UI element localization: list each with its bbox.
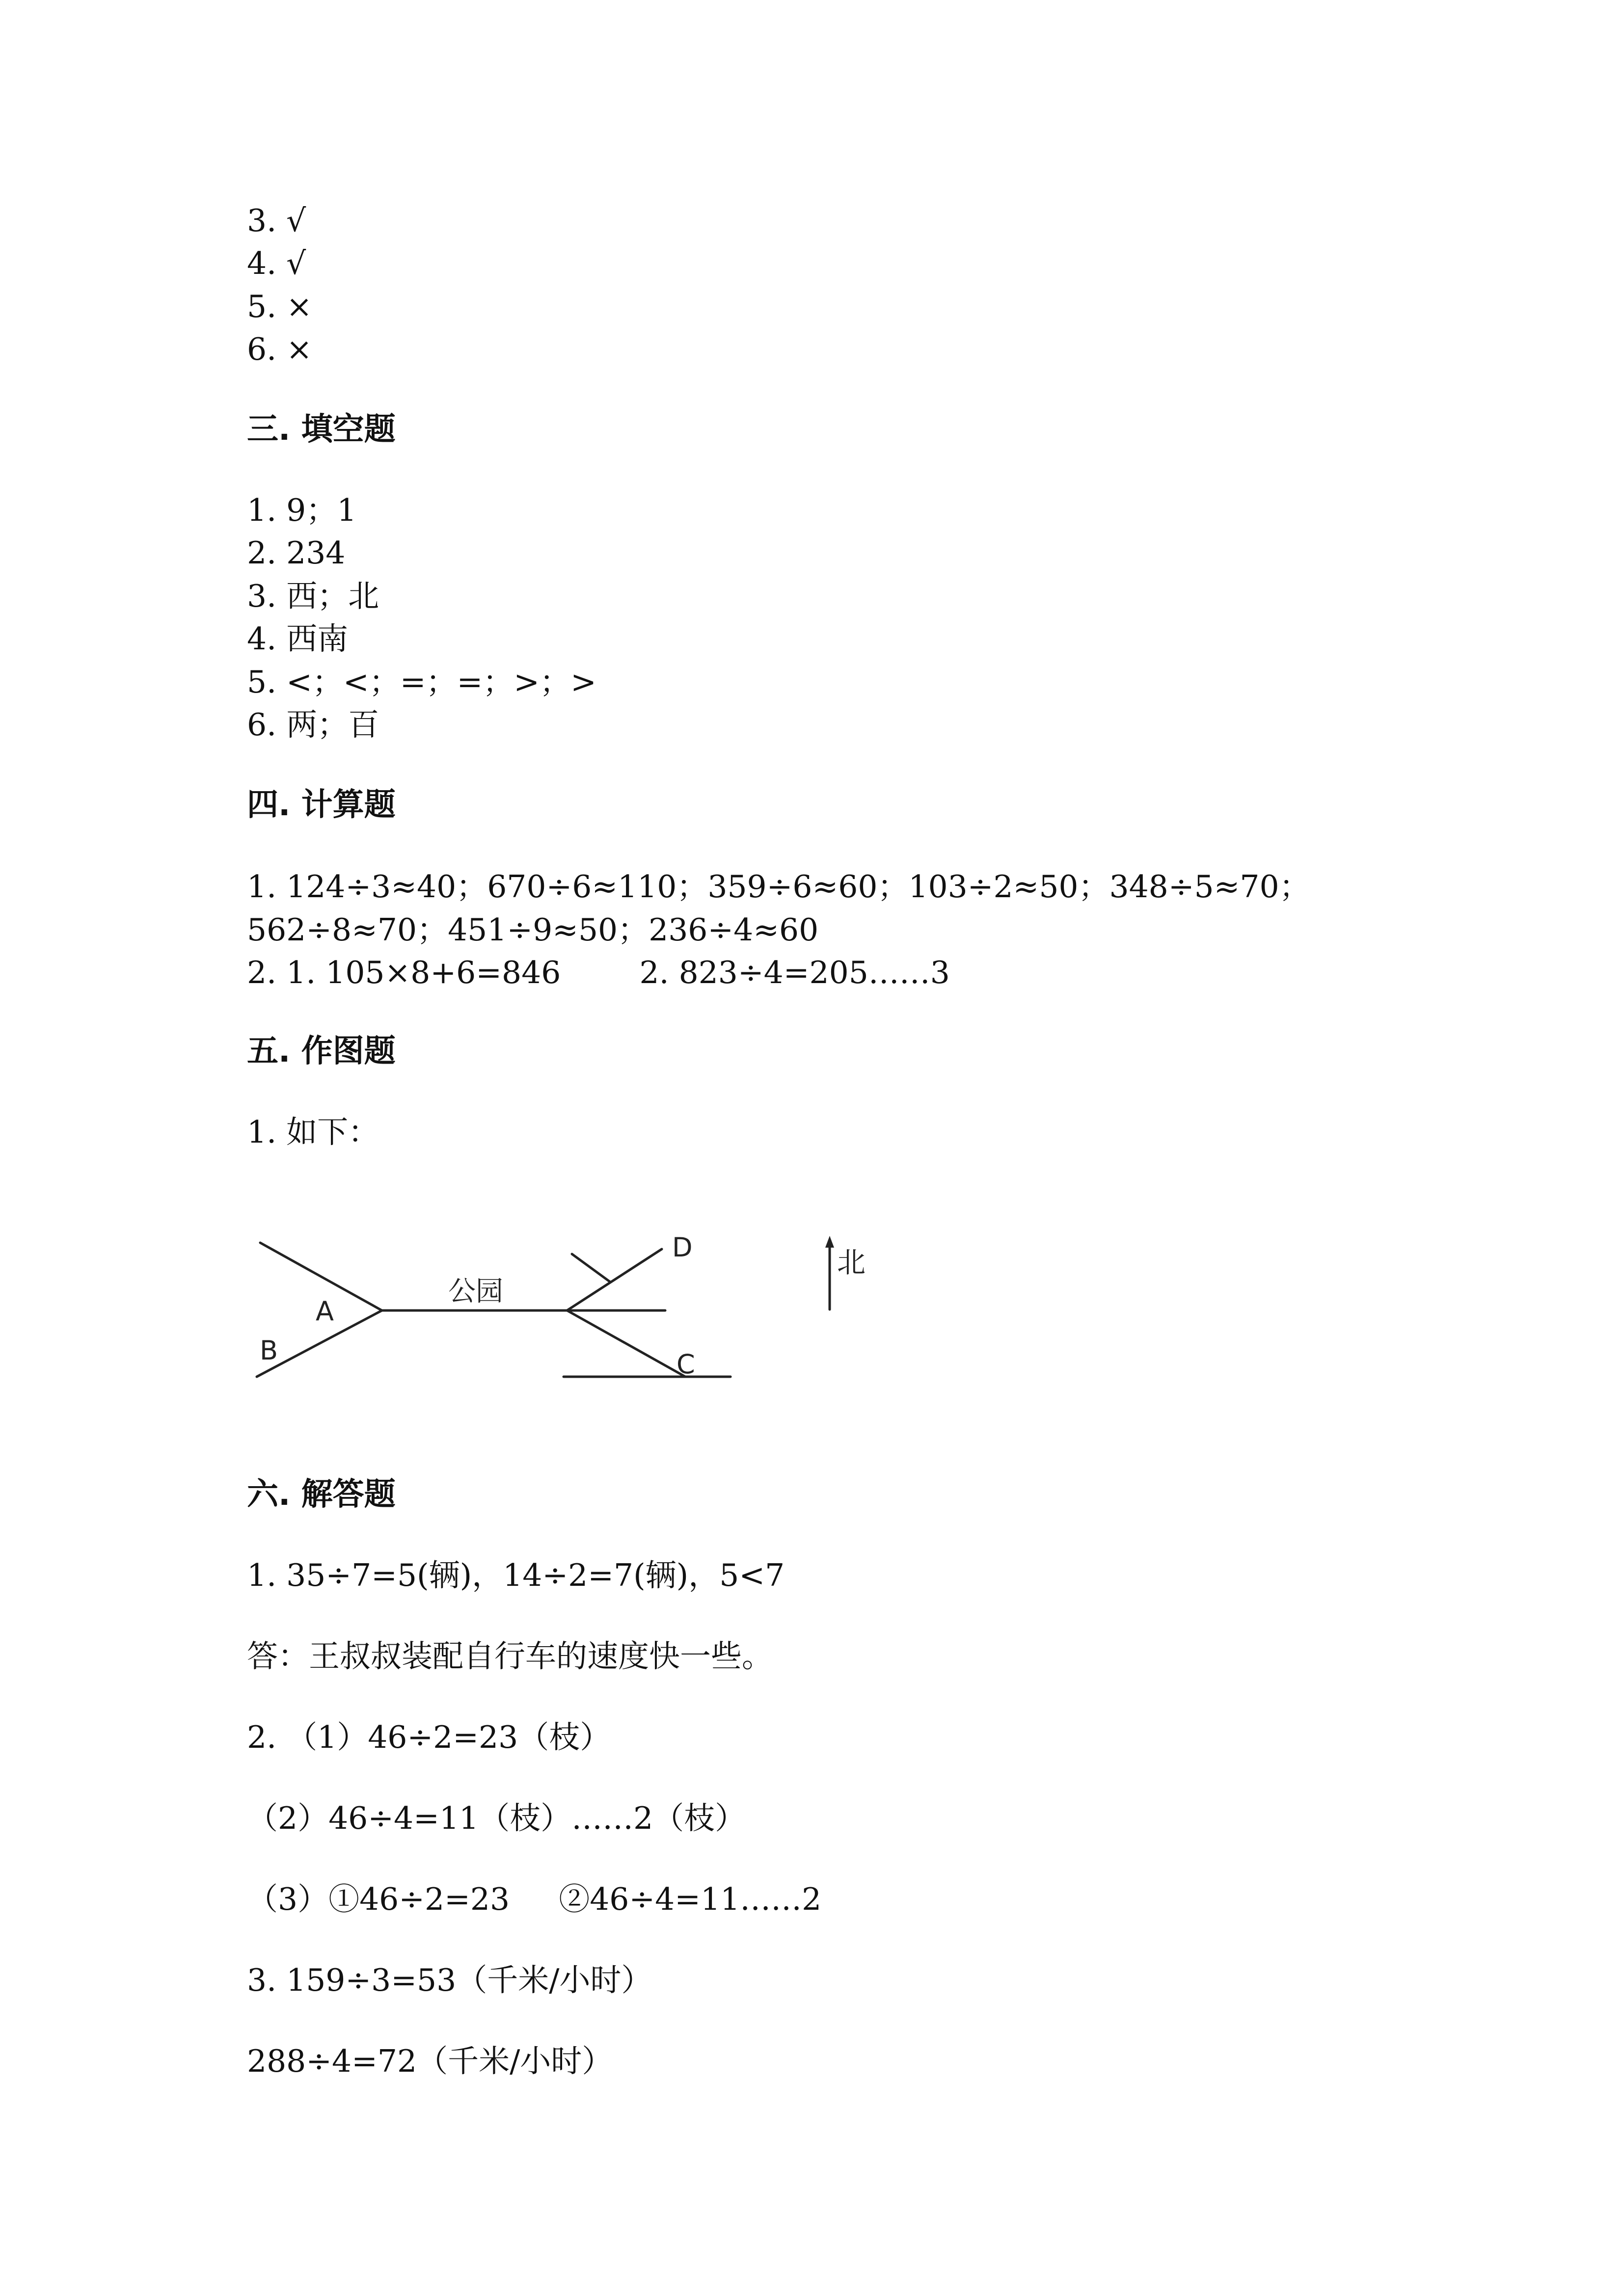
north-label: 北	[837, 1246, 866, 1279]
road-line	[567, 1249, 662, 1310]
answer-line: 1. 35÷7=5(辆)，14÷2=7(辆)，5<7	[247, 1557, 785, 1593]
point-c-label: C	[677, 1349, 695, 1380]
answer-line: 3. √	[247, 203, 306, 239]
answer-line: 3. 159÷3=53（千米/小时）	[247, 1962, 652, 1998]
answer-line: 2. （1）46÷2=23（枝）	[247, 1719, 611, 1755]
answer-line: 288÷4=72（千米/小时）	[247, 2043, 613, 2079]
answer-line: 4. √	[247, 245, 306, 281]
answer-line: 3. 西；北	[247, 578, 379, 614]
answer-line: 1. 9；1	[247, 492, 357, 528]
answer-line: 5. ×	[247, 289, 312, 324]
north-arrow-head	[825, 1236, 834, 1248]
road-line	[567, 1310, 685, 1377]
section-title: 三. 填空题	[247, 411, 396, 448]
section-title: 五. 作图题	[247, 1033, 396, 1069]
answer-line: 2. 234	[247, 535, 346, 571]
answer-line: 1. 如下：	[247, 1114, 379, 1150]
answer-line: 562÷8≈70；451÷9≈50；236÷4≈60	[247, 912, 819, 948]
answer-line: 6. 两；百	[247, 707, 379, 743]
answer-line: 6. ×	[247, 331, 312, 367]
direction-diagram	[247, 1217, 895, 1394]
point-a-label: A	[316, 1296, 334, 1327]
park-label: 公园	[448, 1276, 503, 1308]
answer-line: 答：王叔叔装配自行车的速度快一些。	[247, 1638, 773, 1674]
answer-line: （3）①46÷2=23 ②46÷4=11……2	[247, 1881, 822, 1917]
answer-line: 4. 西南	[247, 621, 349, 657]
point-b-label: B	[260, 1335, 278, 1366]
point-d-label: D	[672, 1232, 693, 1263]
road-line	[572, 1254, 610, 1282]
answer-line: 5. <；<；=；=；>；>	[247, 664, 596, 700]
answer-line: 1. 124÷3≈40；670÷6≈110；359÷6≈60；103÷2≈50；348÷5≈70；	[247, 869, 1310, 905]
answer-line: （2）46÷4=11（枝）……2（枝）	[247, 1800, 746, 1836]
section-title: 四. 计算题	[247, 787, 396, 823]
answer-line: 2. 1. 105×8+6=846 2. 823÷4=205……3	[247, 955, 950, 990]
section-title: 六. 解答题	[247, 1476, 396, 1513]
